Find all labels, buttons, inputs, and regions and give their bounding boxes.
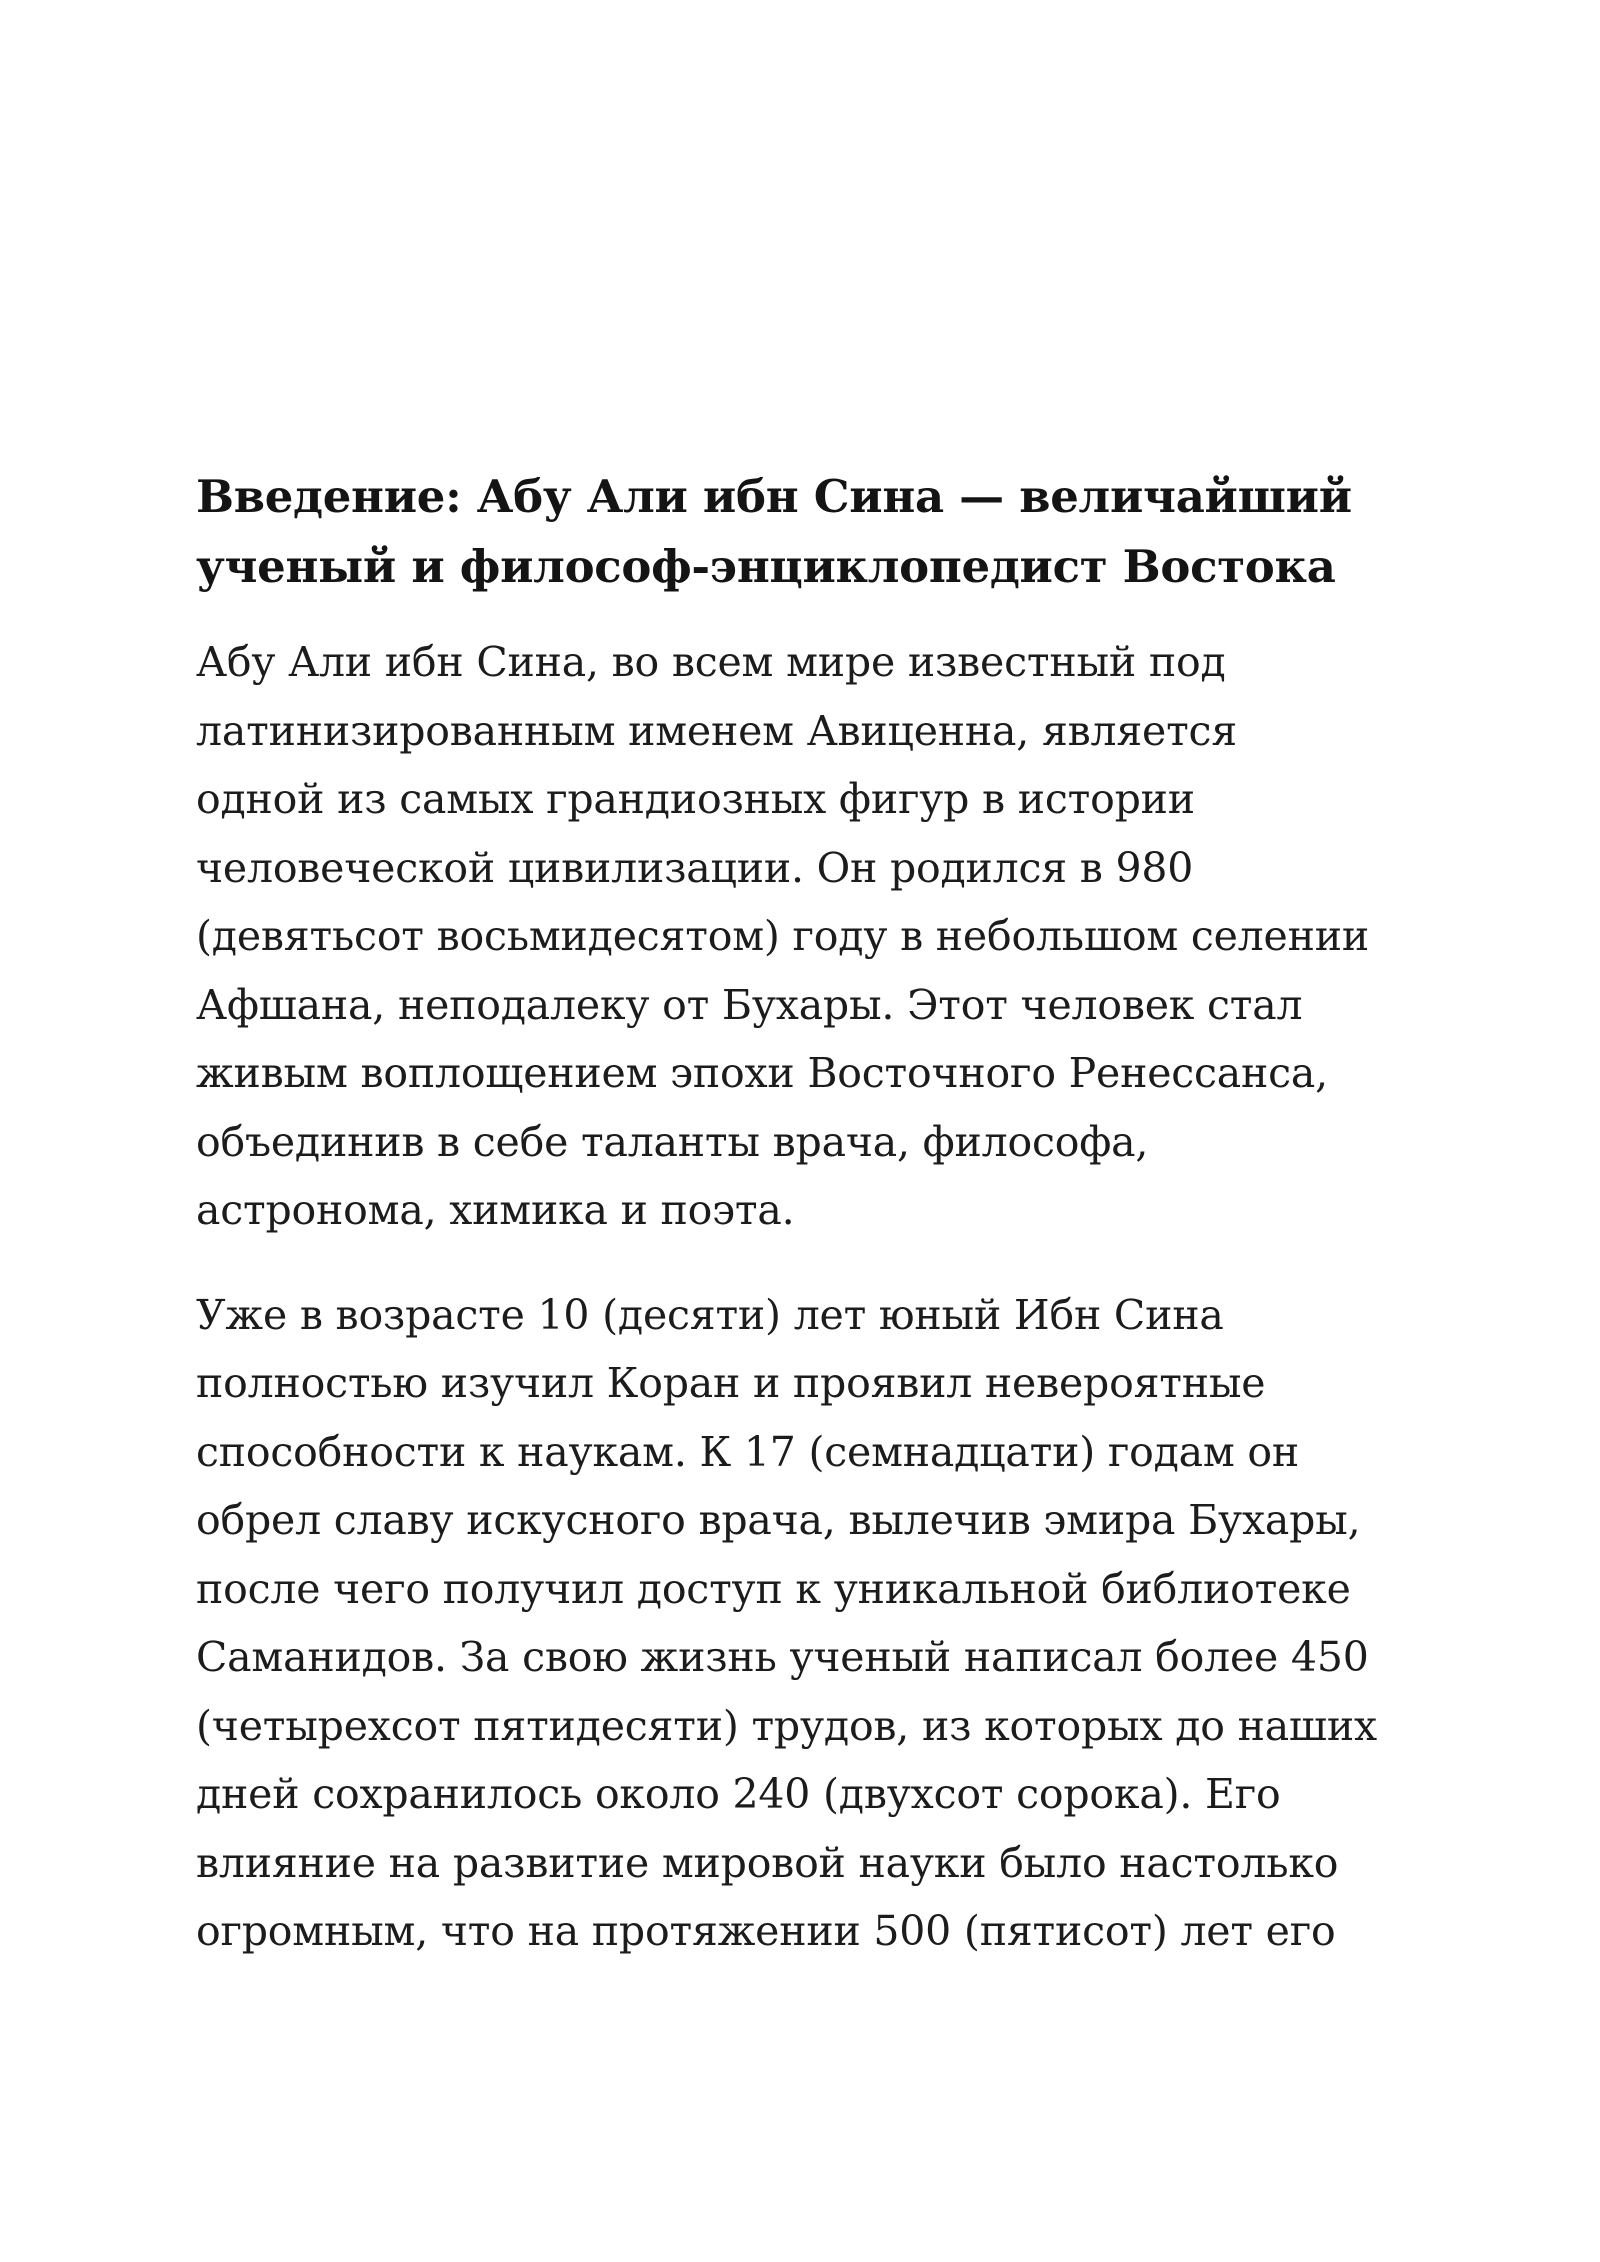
document-page xyxy=(196,462,1436,2002)
paragraph-line: обрел славу искусного врача, вылечив эмира Бухары, xyxy=(196,1496,1361,1544)
paragraph-line: Афшана, неподалеку от Бухары. Этот человек стал xyxy=(196,980,1303,1029)
paragraph-line: латинизированным именем Авиценна, является xyxy=(196,706,1237,755)
paragraph-line: человеческой цивилизации. Он родился в 980 xyxy=(196,843,1194,892)
paragraph-line: полностью изучил Коран и проявил невероятные xyxy=(196,1359,1266,1407)
paragraph-line: объединив в себе таланты врача, философа, xyxy=(196,1117,1149,1166)
paragraph-line: дней сохранилось около 240 (двухсот сорока). Его xyxy=(196,1770,1281,1818)
paragraph-line: астронома, химика и поэта. xyxy=(196,1186,795,1234)
paragraph-line: влияние на развитие мировой науки было настолько xyxy=(196,1838,1339,1887)
heading-line: Введение: Абу Али ибн Сина — величайший xyxy=(196,470,1352,523)
paragraph-line: Уже в возрасте 10 (десяти) лет юный Ибн Сина xyxy=(196,1290,1224,1339)
heading-line: ученый и философ-энциклопедист Востока xyxy=(196,540,1336,593)
paragraph-line: (девятьсот восьмидесятом) году в небольшом селении xyxy=(196,912,1369,960)
paragraph-line: одной из самых грандиозных фигур в истории xyxy=(196,775,1195,823)
paragraph-line: способности к наукам. К 17 (семнадцати) годам он xyxy=(196,1427,1300,1476)
paragraph-intro xyxy=(196,628,1436,1245)
paragraph-line: огромным, что на протяжении 500 (пятисот) лет его xyxy=(196,1907,1336,1955)
paragraph-line: (четырехсот пятидесяти) трудов, из которых до наших xyxy=(196,1701,1377,1750)
paragraph-line: Саманидов. За свою жизнь ученый написал более 450 xyxy=(196,1633,1369,1681)
paragraph-biography xyxy=(196,1281,1436,1966)
section-heading xyxy=(196,462,1436,602)
paragraph-line: после чего получил доступ к уникальной библиотеке xyxy=(196,1564,1351,1613)
paragraph-line: Абу Али ибн Сина, во всем мире известный под xyxy=(196,638,1226,686)
paragraph-line: живым воплощением эпохи Восточного Ренессанса, xyxy=(196,1049,1329,1097)
